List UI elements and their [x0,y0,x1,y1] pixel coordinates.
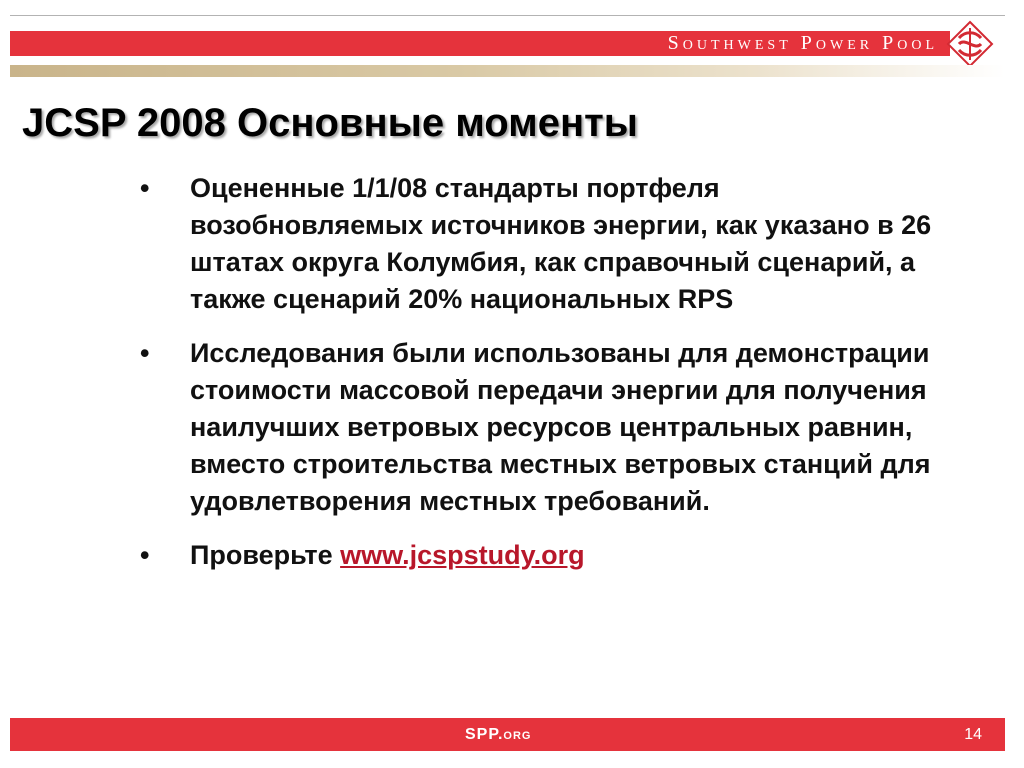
bullet-item [140,170,940,318]
jcsp-study-link[interactable]: www.jcspstudy.org [340,540,585,570]
page-number: 14 [964,726,982,743]
bullet-item [140,335,940,520]
slide-title: JCSP 2008 Основные моменты [22,101,638,145]
gradient-band [10,65,1005,77]
top-rule [10,15,1005,16]
bullet-marker: • [140,540,150,570]
bullet-list [140,170,940,591]
bullet-text: Исследования были использованы для демонстрации стоимости массовой передачи энергии для получения наилучших ветровых ресурсов центральных равнин, вместо строительства местных ветровых станций для удовлетворения местных требований. [190,338,931,516]
bullet-marker: • [140,338,150,368]
bullet-text: Оцененные 1/1/08 стандарты портфеля возобновляемых источников энергии, как указано в 26 штатах округа Колумбия, как справочный сценарий, а также сценарий 20% национальных RPS [190,173,932,314]
bullet-item-check [140,537,940,574]
footer-url: SPP.org [465,726,532,743]
bullet-marker: • [140,173,150,203]
check-prefix: Проверьте [190,540,341,570]
spp-swirl-logo-icon [946,20,994,68]
brand-name: Southwest Power Pool [667,32,938,54]
